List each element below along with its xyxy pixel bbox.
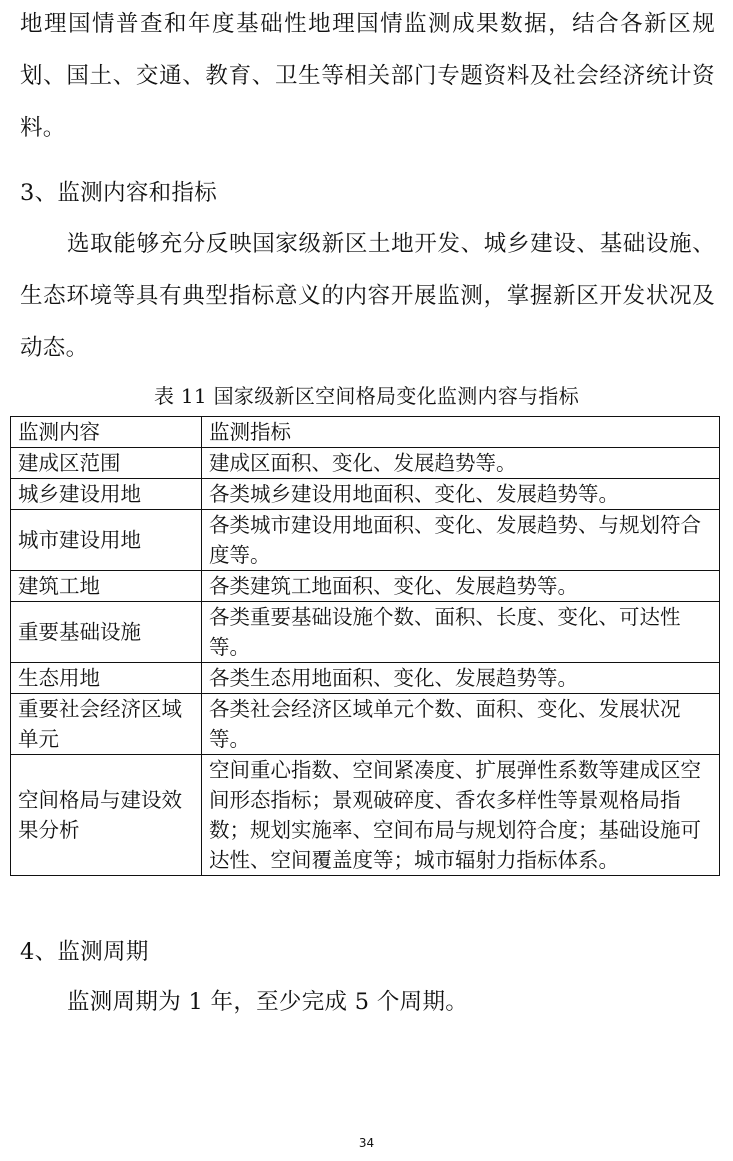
table-header-row bbox=[11, 417, 720, 448]
row-content: 生态用地 bbox=[11, 663, 202, 694]
row-indicator: 空间重心指数、空间紧凑度、扩展弹性系数等建成区空间形态指标；景观破碎度、香农多样性等景观格局指数；规划实施率、空间布局与规划符合度；基础设施可达性、空间覆盖度等；城市辐射力指标体系。 bbox=[202, 755, 720, 876]
page-number: 34 bbox=[358, 1136, 375, 1150]
row-indicator: 各类建筑工地面积、变化、发展趋势等。 bbox=[202, 571, 720, 602]
table-row bbox=[11, 755, 720, 876]
row-indicator: 各类社会经济区域单元个数、面积、变化、发展状况等。 bbox=[202, 694, 720, 755]
row-content: 空间格局与建设效果分析 bbox=[11, 755, 202, 876]
row-indicator: 各类生态用地面积、变化、发展趋势等。 bbox=[202, 663, 720, 694]
table-row bbox=[11, 510, 720, 571]
monitoring-indicators-table bbox=[10, 416, 720, 876]
section-3-heading: 3、监测内容和指标 bbox=[20, 180, 218, 206]
table-row bbox=[11, 694, 720, 755]
table-row bbox=[11, 571, 720, 602]
section-4-heading: 4、监测周期 bbox=[20, 939, 149, 965]
intro-paragraph: 地理国情普查和年度基础性地理国情监测成果数据，结合各新区规划、国土、交通、教育、卫生等相关部门专题资料及社会经济统计资料。 bbox=[20, 11, 715, 141]
row-content: 建筑工地 bbox=[11, 571, 202, 602]
table-caption: 表 11 国家级新区空间格局变化监测内容与指标 bbox=[153, 384, 580, 408]
table-row bbox=[11, 663, 720, 694]
header-indicator: 监测指标 bbox=[202, 417, 720, 448]
row-content: 城乡建设用地 bbox=[11, 479, 202, 510]
row-content: 重要基础设施 bbox=[11, 602, 202, 663]
row-indicator: 各类城市建设用地面积、变化、发展趋势、与规划符合度等。 bbox=[202, 510, 720, 571]
row-indicator: 建成区面积、变化、发展趋势等。 bbox=[202, 448, 720, 479]
row-content: 重要社会经济区域单元 bbox=[11, 694, 202, 755]
row-content: 建成区范围 bbox=[11, 448, 202, 479]
row-indicator: 各类城乡建设用地面积、变化、发展趋势等。 bbox=[202, 479, 720, 510]
row-content: 城市建设用地 bbox=[11, 510, 202, 571]
row-indicator: 各类重要基础设施个数、面积、长度、变化、可达性等。 bbox=[202, 602, 720, 663]
section-3-paragraph: 选取能够充分反映国家级新区土地开发、城乡建设、基础设施、生态环境等具有典型指标意义的内容开展监测，掌握新区开发状况及动态。 bbox=[20, 231, 715, 361]
section-4-paragraph: 监测周期为 1 年，至少完成 5 个周期。 bbox=[67, 989, 469, 1015]
table-row bbox=[11, 602, 720, 663]
table-row bbox=[11, 479, 720, 510]
header-content: 监测内容 bbox=[11, 417, 202, 448]
table-row bbox=[11, 448, 720, 479]
